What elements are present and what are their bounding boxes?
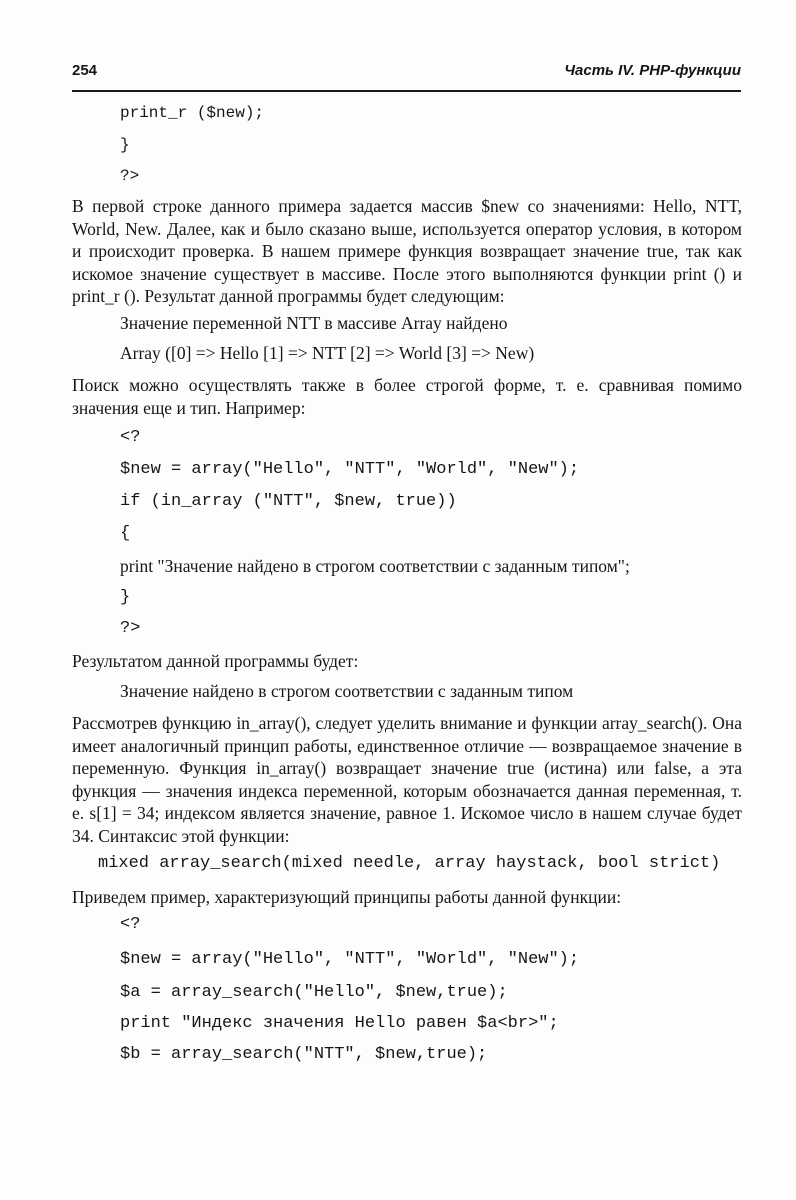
code-line: } — [120, 588, 131, 607]
paragraph-4: Рассмотрев функцию in_array(), следует уделить внимание и функции array_search(). Она имеет аналогичный принцип работы, единственное отличие — возвращаемое значение в переменную. Функция in_array() возвращает значение true (истина) или false, а эта функция — значения индекса переменной, которым обозначается данная переменная, т. е. s[1] = 34; индексом является значение, равное 1. Искомое число в нашем случае будет 34. Синтаксис этой функции: — [72, 713, 742, 846]
code-line: print "Значение найдено в строгом соответствии с заданным типом"; — [120, 556, 630, 576]
output-line: Значение найдено в строгом соответствии с заданным типом — [120, 681, 574, 701]
output-line: Значение переменной NTT в массиве Array найдено — [120, 313, 508, 333]
code-line: if (in_array ("NTT", $new, true)) — [120, 492, 457, 511]
output-line: Array ([0] => Hello [1] => NTT [2] => World [3] => New) — [120, 343, 535, 363]
code-line: $b = array_search("NTT", $new,true); — [120, 1045, 488, 1064]
code-line: ?> — [120, 619, 141, 638]
syntax-line: mixed array_search(mixed needle, array haystack, bool strict) — [98, 854, 721, 873]
code-line: } — [120, 136, 130, 154]
code-line: print "Индекс значения Hello равен $a<br>"; — [120, 1014, 559, 1033]
paragraph-3: Результатом данной программы будет: — [72, 651, 359, 671]
paragraph-5: Приведем пример, характеризующий принципы работы данной функции: — [72, 887, 622, 907]
code-line: { — [120, 524, 131, 543]
code-line: $new = array("Hello", "NTT", "World", "New"); — [120, 460, 580, 479]
code-line: <? — [120, 915, 141, 934]
code-line: $a = array_search("Hello", $new,true); — [120, 983, 508, 1002]
code-line: $new = array("Hello", "NTT", "World", "New"); — [120, 950, 580, 969]
paragraph-2: Поиск можно осуществлять также в более строгой форме, т. е. сравнивая помимо значения еще и тип. Например: — [72, 375, 742, 418]
code-line: ?> — [120, 167, 140, 185]
code-line: <? — [120, 428, 141, 447]
code-line: print_r ($new); — [120, 104, 265, 122]
paragraph-1: В первой строке данного примера задается массив $new со значениями: Hello, NTT, World, New. Далее, как и было сказано выше, используется оператор условия, в котором и происходит проверка. В нашем примере функция возвращает значение true, так как искомое значение существует в массиве. После этого выполняются функции print () и print_r (). Результат данной программы будет следующим: — [72, 196, 742, 307]
page-header — [72, 60, 741, 92]
running-title: Часть IV. PHP-функции — [564, 62, 741, 79]
page-number: 254 — [72, 62, 98, 79]
